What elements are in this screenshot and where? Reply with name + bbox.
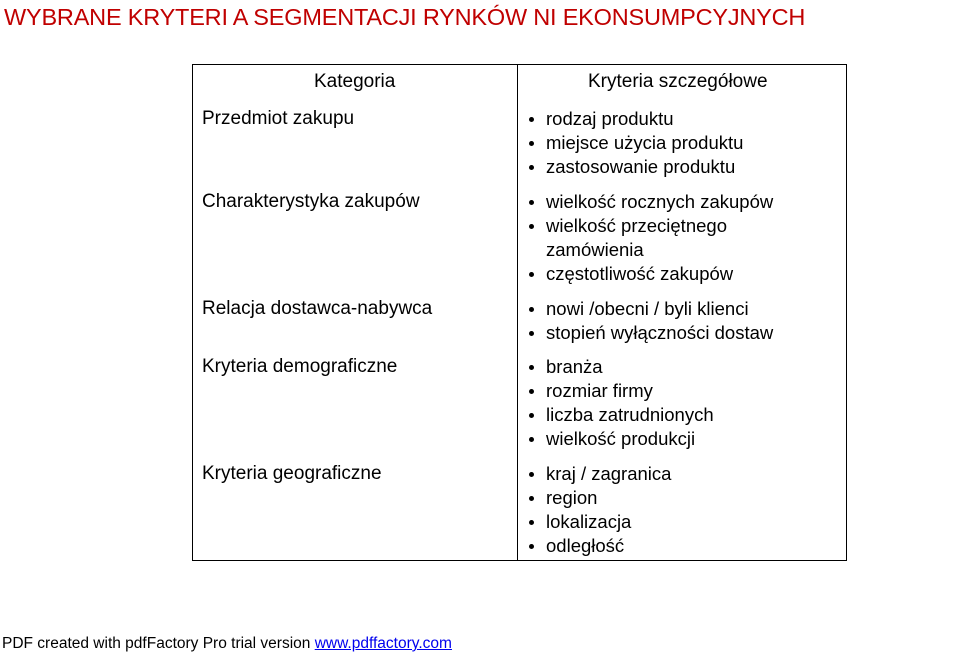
criteria-item: lokalizacja [526,510,671,534]
category-cell: Relacja dostawca-nabywca [202,298,433,319]
footer [2,635,452,653]
criteria-item: rozmiar firmy [526,379,714,403]
category-cell: Przedmiot zakupu [202,108,355,129]
criteria-list [526,462,671,558]
criteria-item: miejsce użycia produktu [526,131,743,155]
category-cell: Kryteria demograficzne [202,356,398,377]
category-cell: Charakterystyka zakupów [202,191,420,212]
footer-text: PDF created with pdfFactory Pro trial version [2,635,315,652]
criteria-item: wielkość produkcji [526,427,714,451]
criteria-item: liczba zatrudnionych [526,403,714,427]
column-divider [517,65,518,560]
footer-link[interactable]: www.pdffactory.com [314,635,452,652]
page-title: WYBRANE KRYTERI A SEGMENTACJI RYNKÓW NI EKONSUMPCYJNYCH [4,4,806,30]
criteria-list [526,355,714,451]
criteria-item: odległość [526,534,671,558]
criteria-item: rodzaj produktu [526,107,743,131]
criteria-item: region [526,486,671,510]
criteria-item: zastosowanie produktu [526,155,743,179]
criteria-list [526,297,773,345]
segmentation-table [192,64,847,561]
criteria-item: wielkość rocznych zakupów [526,190,773,214]
criteria-item: nowi /obecni / byli klienci [526,297,773,321]
criteria-item: stopień wyłączności dostaw [526,321,773,345]
header-category: Kategoria [314,71,396,92]
criteria-item: wielkość przeciętnego [526,214,773,238]
criteria-item: branża [526,355,714,379]
criteria-item-continuation: zamówienia [546,239,644,260]
criteria-item: częstotliwość zakupów [526,262,773,286]
criteria-item: kraj / zagranica [526,462,671,486]
criteria-list [526,107,743,179]
criteria-list [526,190,773,286]
category-cell: Kryteria geograficzne [202,463,382,484]
header-criteria: Kryteria szczegółowe [588,71,768,92]
